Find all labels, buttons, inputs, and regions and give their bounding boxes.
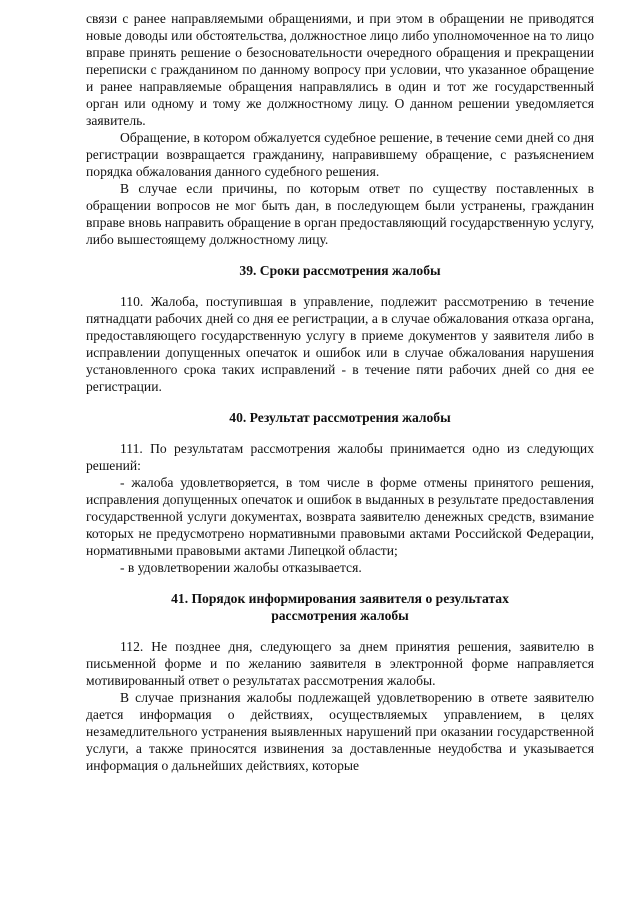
section-39-heading: 39. Сроки рассмотрения жалобы xyxy=(239,263,441,278)
document-page xyxy=(86,10,594,774)
paragraph-110: 110. Жалоба, поступившая в управление, подлежит рассмотрению в течение пятнадцати рабочих дней со дня ее регистрации, а в случае обжалования отказа органа, предоставляющего государственную услугу в приеме документов у заявителя либо в исправлении допущенных опечаток и ошибок или в случае обжалования нарушения установленного срока таких исправлений - в течение пяти рабочих дней со дня ее регистрации. xyxy=(86,294,594,394)
section-41-heading-line2: рассмотрения жалобы xyxy=(271,608,409,623)
paragraph-111: 111. По результатам рассмотрения жалобы принимается одно из следующих решений: xyxy=(86,441,594,473)
paragraph-satisfaction-response: В случае признания жалобы подлежащей удовлетворению в ответе заявителю дается информация о действиях, осуществляемых управлением, в целях незамедлительного устранения выявленных нарушений при оказании государственной услуги, а также приносятся извинения за доставленные неудобства и указывается информация о дальнейших действиях, которые xyxy=(86,690,594,773)
list-item-satisfied: - жалоба удовлетворяется, в том числе в форме отмены принятого решения, исправления допущенных опечаток и ошибок в выданных в результате предоставления государственной услуги документах, возврата заявителю денежных средств, взимание которых не предусмотрено нормативными правовыми актами Российской Федерации, нормативными правовыми актами Липецкой области; xyxy=(86,475,594,558)
section-40-heading: 40. Результат рассмотрения жалобы xyxy=(229,410,451,425)
section-41-heading xyxy=(86,590,594,624)
paragraph-continuation: связи с ранее направляемыми обращениями, и при этом в обращении не приводятся новые доводы или обстоятельства, должностное лицо либо уполномоченное на то лицо вправе принять решение о безосновательности очередного обращения и прекращении переписки с гражданином по данному вопросу при условии, что указанное обращение и ранее направляемые обращения направлялись в один и тот же государственный орган или одному и тому же должностному лицу. О данном решении уведомляется заявитель. xyxy=(86,11,594,128)
paragraph-court-decision: Обращение, в котором обжалуется судебное решение, в течение семи дней со дня регистрации возвращается гражданину, направившему обращение, с разъяснением порядка обжалования данного судебного решения. xyxy=(86,130,594,179)
section-41-heading-line1: 41. Порядок информирования заявителя о результатах xyxy=(171,591,509,606)
paragraph-reasons-removed: В случае если причины, по которым ответ по существу поставленных в обращении вопросов не мог быть дан, в последующем были устранены, гражданин вправе вновь направить обращение в орган предоставляющий государственную услугу, либо вышестоящему должностному лицу. xyxy=(86,181,594,247)
paragraph-112: 112. Не позднее дня, следующего за днем принятия решения, заявителю в письменной форме и по желанию заявителя в электронной форме направляется мотивированный ответ о результатах рассмотрения жалобы. xyxy=(86,639,594,688)
list-item-refused: - в удовлетворении жалобы отказывается. xyxy=(120,560,362,575)
